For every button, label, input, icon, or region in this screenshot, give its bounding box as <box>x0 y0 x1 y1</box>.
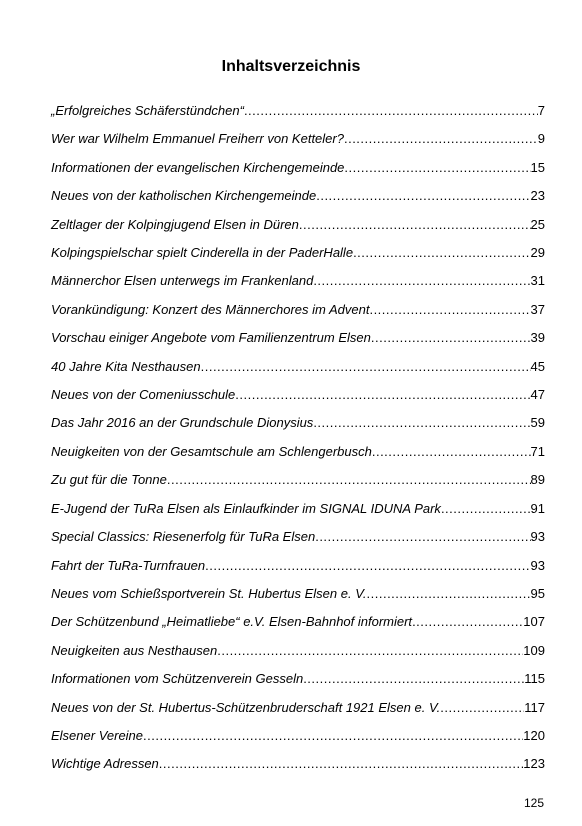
toc-entry-title: Neues von der katholischen Kirchengemeinde <box>51 188 317 204</box>
dot-leader <box>201 357 531 377</box>
dot-leader <box>244 101 538 121</box>
dot-leader <box>316 186 530 206</box>
toc-entry-page: 123 <box>523 756 545 772</box>
toc-entry-title: Vorankündigung: Konzert des Männerchores im Advent <box>51 301 370 317</box>
toc-entry-title: Das Jahr 2016 an der Grundschule Dionysius <box>51 415 314 431</box>
dot-leader <box>353 243 530 263</box>
toc-entry-page: 59 <box>530 415 545 431</box>
toc-entry-title: Neues von der Comeniusschule <box>51 387 236 403</box>
dot-leader <box>369 300 530 320</box>
toc-entry-page: 93 <box>530 529 545 545</box>
toc-entry-page: 109 <box>523 642 545 658</box>
table-of-contents <box>51 101 545 783</box>
toc-entry-title: E-Jugend der TuRa Elsen als Einlaufkinder im SIGNAL IDUNA Park <box>51 500 441 516</box>
toc-entry-title: Wichtige Adressen <box>51 756 159 772</box>
dot-leader <box>440 698 524 718</box>
dot-leader <box>412 612 523 632</box>
page-title: Inhaltsverzeichnis <box>221 58 361 75</box>
toc-entry <box>51 612 545 640</box>
toc-entry-title: Vorschau einiger Angebote vom Familienzentrum Elsen <box>51 330 371 346</box>
toc-entry-title: Kolpingspielschar spielt Cinderella in der PaderHalle <box>51 245 354 261</box>
toc-entry <box>51 584 545 612</box>
toc-entry-title: Informationen vom Schützenverein Gesseln <box>51 671 304 687</box>
toc-entry-title: Wer war Wilhelm Emmanuel Freiherr von Ketteler? <box>51 131 344 147</box>
toc-entry-page: 9 <box>537 131 545 147</box>
dot-leader <box>303 669 524 689</box>
toc-entry-page: 25 <box>530 216 545 232</box>
toc-entry-page: 23 <box>530 188 545 204</box>
dot-leader <box>367 584 531 604</box>
toc-entry-title: Zu gut für die Tonne <box>51 472 167 488</box>
toc-entry <box>51 328 545 356</box>
toc-entry-title: Männerchor Elsen unterwegs im Frankenland <box>51 273 314 289</box>
toc-entry-page: 7 <box>537 103 545 118</box>
toc-entry <box>51 271 545 299</box>
toc-entry <box>51 669 545 697</box>
toc-entry-title: Neuigkeiten aus Nesthausen <box>51 642 218 658</box>
dot-leader <box>143 726 523 746</box>
toc-entry <box>51 357 545 385</box>
dot-leader <box>344 158 530 178</box>
toc-entry <box>51 754 545 782</box>
toc-entry-page: 39 <box>530 330 545 346</box>
toc-entry-title: Elsener Vereine <box>51 727 144 743</box>
toc-entry-page: 107 <box>523 614 545 630</box>
toc-entry <box>51 527 545 555</box>
page-number: 125 <box>523 796 544 810</box>
toc-entry-title: 40 Jahre Kita Nesthausen <box>51 358 201 374</box>
toc-entry-page: 93 <box>530 557 545 573</box>
toc-entry <box>51 698 545 726</box>
toc-entry <box>51 186 545 214</box>
dot-leader <box>217 641 523 661</box>
toc-entry <box>51 300 545 328</box>
dot-leader <box>313 413 530 433</box>
toc-entry-title: Special Classics: Riesenerfolg für TuRa Elsen <box>51 529 316 545</box>
toc-entry <box>51 101 545 129</box>
dot-leader <box>372 442 531 462</box>
toc-entry-page: 117 <box>524 699 545 715</box>
toc-entry <box>51 470 545 498</box>
toc-entry-title: Neuigkeiten von der Gesamtschule am Schlengerbusch <box>51 443 372 459</box>
dot-leader <box>313 271 530 291</box>
dot-leader <box>167 470 531 490</box>
toc-entry <box>51 413 545 441</box>
dot-leader <box>344 129 538 149</box>
toc-entry-page: 115 <box>524 671 545 687</box>
toc-entry-page: 47 <box>530 387 545 403</box>
dot-leader <box>441 499 531 519</box>
toc-entry <box>51 556 545 584</box>
toc-entry-page: 45 <box>530 358 545 374</box>
dot-leader <box>371 328 531 348</box>
toc-entry-title: Zeltlager der Kolpingjugend Elsen in Düren <box>51 216 299 232</box>
toc-entry-page: 91 <box>530 500 545 516</box>
dot-leader <box>205 556 530 576</box>
dot-leader <box>159 754 524 774</box>
toc-entry-title: Fahrt der TuRa-Turnfrauen <box>51 557 206 573</box>
toc-entry <box>51 158 545 186</box>
dot-leader <box>315 527 530 547</box>
dot-leader <box>235 385 530 405</box>
toc-entry-title: Der Schützenbund „Heimatliebe“ e.V. Elsen-Bahnhof informiert <box>51 614 413 630</box>
toc-entry <box>51 499 545 527</box>
toc-entry-page: 15 <box>530 159 545 175</box>
toc-entry <box>51 215 545 243</box>
toc-entry <box>51 243 545 271</box>
toc-entry-page: 89 <box>530 472 545 488</box>
toc-entry <box>51 641 545 669</box>
toc-entry <box>51 726 545 754</box>
dot-leader <box>299 215 531 235</box>
toc-entry-page: 37 <box>530 301 545 317</box>
toc-entry-page: 95 <box>530 585 545 601</box>
toc-entry-page: 71 <box>530 443 545 459</box>
toc-entry-page: 31 <box>530 273 545 289</box>
toc-entry-title: „Erfolgreiches Schäferstündchen“ <box>51 103 244 118</box>
toc-entry <box>51 442 545 470</box>
toc-entry-page: 29 <box>530 245 545 261</box>
toc-entry-title: Neues vom Schießsportverein St. Hubertus Elsen e. V. <box>51 585 367 601</box>
toc-entry-title: Informationen der evangelischen Kirchengemeinde <box>51 159 345 175</box>
toc-entry-title: Neues von der St. Hubertus-Schützenbruderschaft 1921 Elsen e. V. <box>51 699 441 715</box>
toc-entry <box>51 129 545 157</box>
toc-entry <box>51 385 545 413</box>
toc-entry-page: 120 <box>523 727 545 743</box>
